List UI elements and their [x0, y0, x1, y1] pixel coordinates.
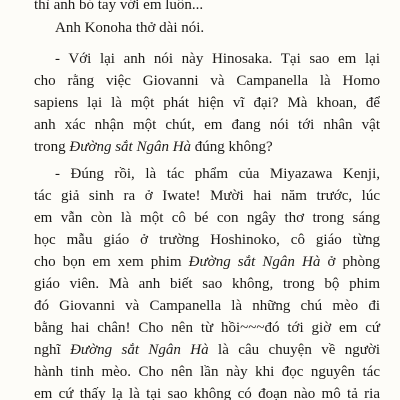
text-line: anh xác nhận một chút, em đang nói tới nhân vật: [34, 117, 380, 133]
text-line: đó Giovanni và Campanella là những chú mèo đi: [34, 298, 380, 314]
text-line: Anh Konoha thở dài nói.: [55, 20, 205, 36]
text-run: trong: [34, 139, 70, 155]
text-line: [34, 339, 380, 361]
book-title: Đường sắt Ngân Hà: [70, 342, 209, 358]
text-line: thì anh bó tay với em luôn...: [34, 0, 204, 13]
text-line: [34, 251, 380, 273]
text-run: nghĩ: [34, 342, 71, 358]
text-line: sapiens lại là một phát hiện vĩ đại? Mà khoan, để: [34, 95, 380, 111]
text-line: - Đúng rồi, là tác phẩm của Miyazawa Kenji,: [55, 166, 380, 182]
text-line: giáo viên. Mà anh biết sao không, trong bộ phim: [34, 276, 380, 292]
text-line: bằng hai chân! Cho nên từ hồi~~~đó tới giờ em cứ: [34, 320, 380, 336]
text-line: - Với lại anh nói này Hinosaka. Tại sao em lại: [55, 51, 380, 67]
text-line: [34, 136, 380, 158]
text-line: hành tinh mèo. Cho nên lần này khi đọc nguyên tác: [34, 364, 380, 380]
text-run: là câu chuyện về người: [208, 342, 381, 358]
text-line: tác giả sinh ra ở Iwate! Mười hai năm trước, lúc: [34, 188, 380, 204]
text-line: em cứ thấy lạ là tại sao không có đoạn nào mô tả ria: [34, 386, 380, 400]
text-run: ở phòng: [320, 254, 380, 270]
text-run: cho bọn em xem phim: [34, 254, 189, 270]
text-line: em vẫn còn là một cô bé con ngây thơ trong sáng: [34, 210, 380, 226]
book-title: Đường sắt Ngân Hà: [69, 139, 192, 155]
text-run: đúng không?: [191, 139, 273, 155]
text-line: học mẫu giáo ở trường Hoshinoko, cô giáo từng: [34, 232, 380, 248]
book-title: Đường sắt Ngân Hà: [188, 254, 321, 270]
text-line: cho rằng việc Giovanni và Campanella là Homo: [34, 73, 380, 89]
